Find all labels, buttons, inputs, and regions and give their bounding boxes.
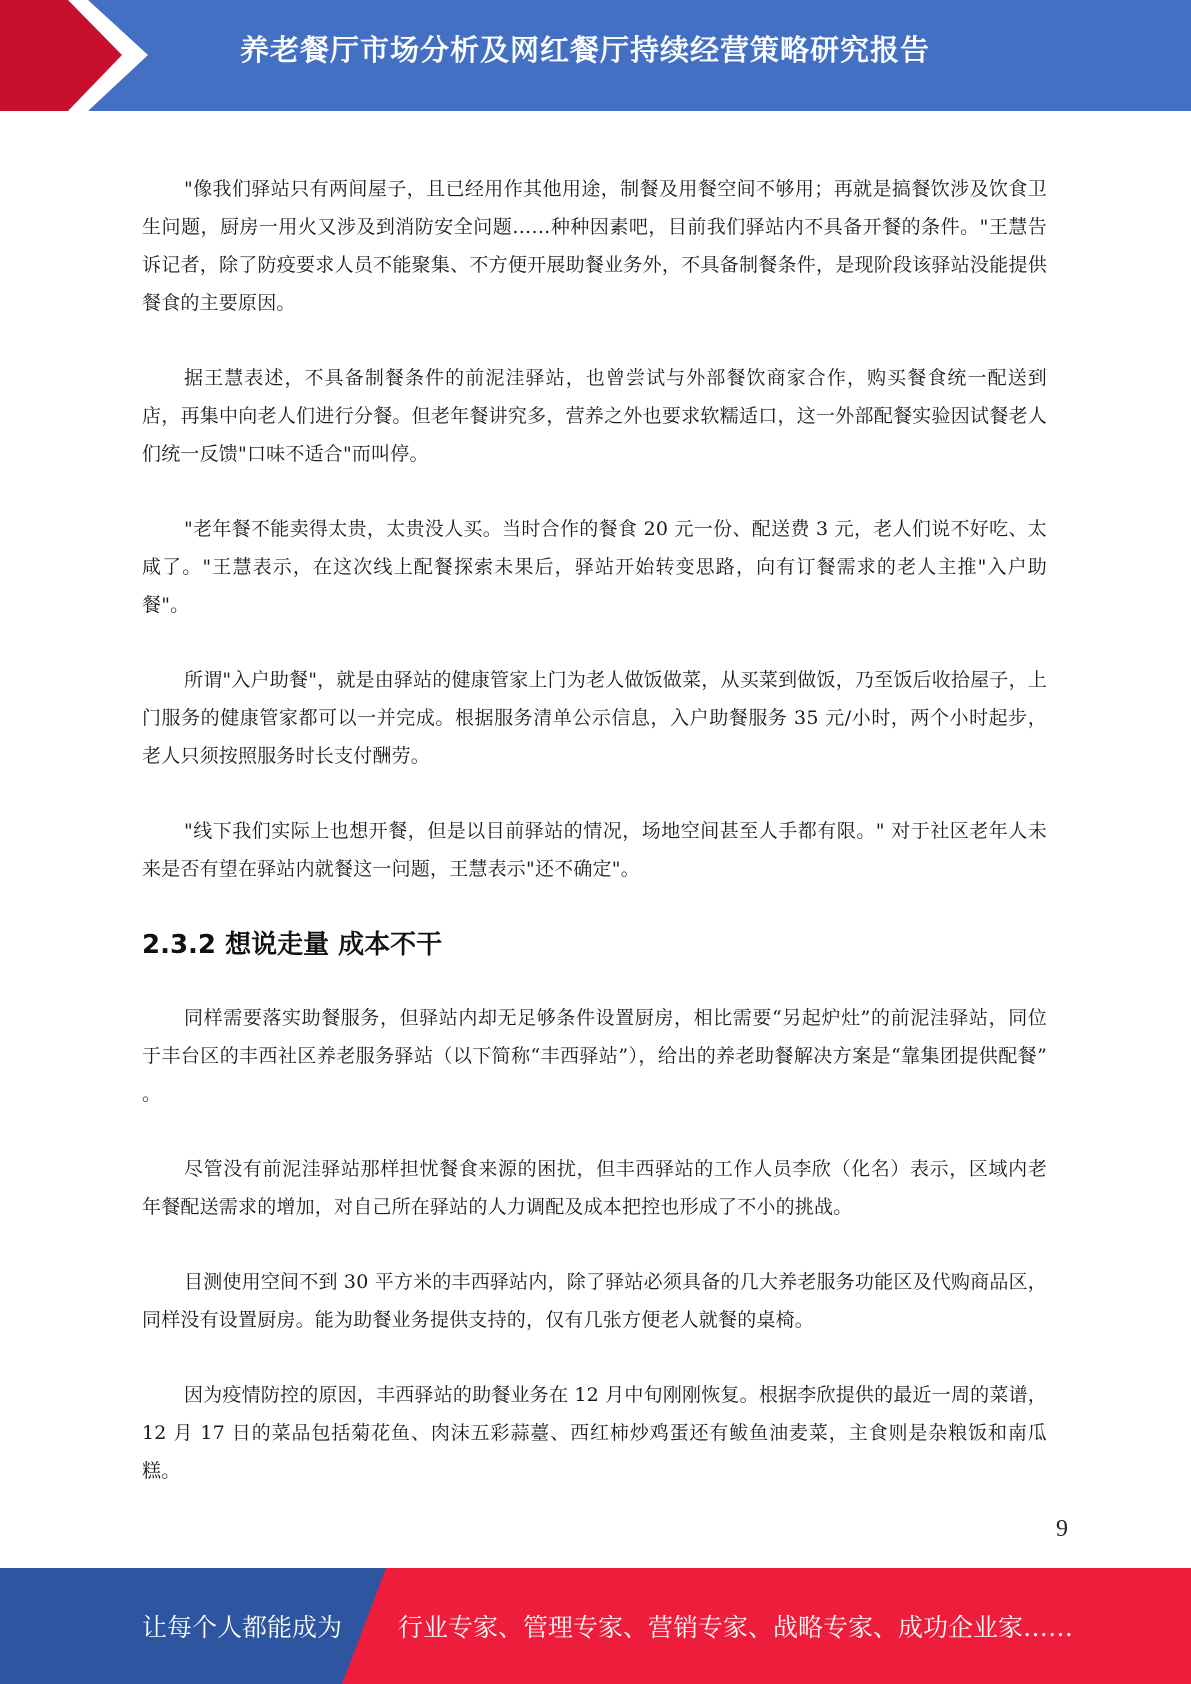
body-paragraph: "老年餐不能卖得太贵，太贵没人买。当时合作的餐食 20 元一份、配送费 3 元，老人们说不好吃、太咸了。"王慧表示，在这次线上配餐探索未果后，驿站开始转变思路，向有订餐需求的老人主推"入户助餐"。 bbox=[142, 518, 1047, 616]
page-number: 9 bbox=[1056, 1516, 1068, 1542]
body-paragraph: "像我们驿站只有两间屋子，且已经用作其他用途，制餐及用餐空间不够用；再就是搞餐饮涉及饮食卫生问题，厨房一用火又涉及到消防安全问题……种种因素吧，目前我们驿站内不具备开餐的条件。"王慧告诉记者，除了防疫要求人员不能聚集、不方便开展助餐业务外，不具备制餐条件，是现阶段该驿站没能提供餐食的主要原因。 bbox=[142, 178, 1047, 314]
body-paragraph: 据王慧表述，不具备制餐条件的前泥洼驿站，也曾尝试与外部餐饮商家合作，购买餐食统一配送到店，再集中向老人们进行分餐。但老年餐讲究多，营养之外也要求软糯适口，这一外部配餐实验因试餐老人们统一反馈"口味不适合"而叫停。 bbox=[142, 367, 1047, 465]
body-paragraph: 目测使用空间不到 30 平方米的丰西驿站内，除了驿站必须具备的几大养老服务功能区及代购商品区，同样没有设置厨房。能为助餐业务提供支持的，仅有几张方便老人就餐的桌椅。 bbox=[142, 1271, 1047, 1331]
section-heading: 2.3.2 想说走量 成本不干 bbox=[142, 930, 443, 960]
header-arrow-decoration bbox=[0, 0, 160, 111]
body-paragraph: "线下我们实际上也想开餐，但是以目前驿站的情况，场地空间甚至人手都有限。" 对于社区老年人未来是否有望在驿站内就餐这一问题，王慧表示"还不确定"。 bbox=[142, 820, 1047, 880]
page-header-band bbox=[0, 0, 1191, 111]
body-paragraph: 尽管没有前泥洼驿站那样担忧餐食来源的困扰，但丰西驿站的工作人员李欣（化名）表示，区域内老年餐配送需求的增加，对自己所在驿站的人力调配及成本把控也形成了不小的挑战。 bbox=[142, 1158, 1047, 1218]
body-paragraph: 所谓"入户助餐"，就是由驿站的健康管家上门为老人做饭做菜，从买菜到做饭，乃至饭后收拾屋子，上门服务的健康管家都可以一并完成。根据服务清单公示信息，入户助餐服务 35 元/小时，两个小时起步，老人只须按照服务时长支付酬劳。 bbox=[142, 669, 1047, 767]
page-footer-band bbox=[0, 1568, 1191, 1684]
document-body bbox=[142, 170, 1047, 1527]
body-paragraph: 因为疫情防控的原因，丰西驿站的助餐业务在 12 月中旬刚刚恢复。根据李欣提供的最近一周的菜谱，12 月 17 日的菜品包括菊花鱼、肉沫五彩蒜薹、西红柿炒鸡蛋还有鲅鱼油麦菜，主食则是杂粮饭和南瓜糕。 bbox=[142, 1384, 1047, 1482]
footer-slogan-right: 行业专家、管理专家、营销专家、战略专家、成功企业家…… bbox=[398, 1613, 1074, 1642]
report-title: 养老餐厅市场分析及网红餐厅持续经营策略研究报告 bbox=[240, 33, 931, 67]
body-paragraph: 同样需要落实助餐服务，但驿站内却无足够条件设置厨房，相比需要“另起炉灶”的前泥洼驿站，同位于丰台区的丰西社区养老服务驿站（以下简称“丰西驿站”），给出的养老助餐解决方案是“靠集团提供配餐” 。 bbox=[142, 1007, 1047, 1105]
footer-slogan-left: 让每个人都能成为 bbox=[142, 1613, 343, 1642]
